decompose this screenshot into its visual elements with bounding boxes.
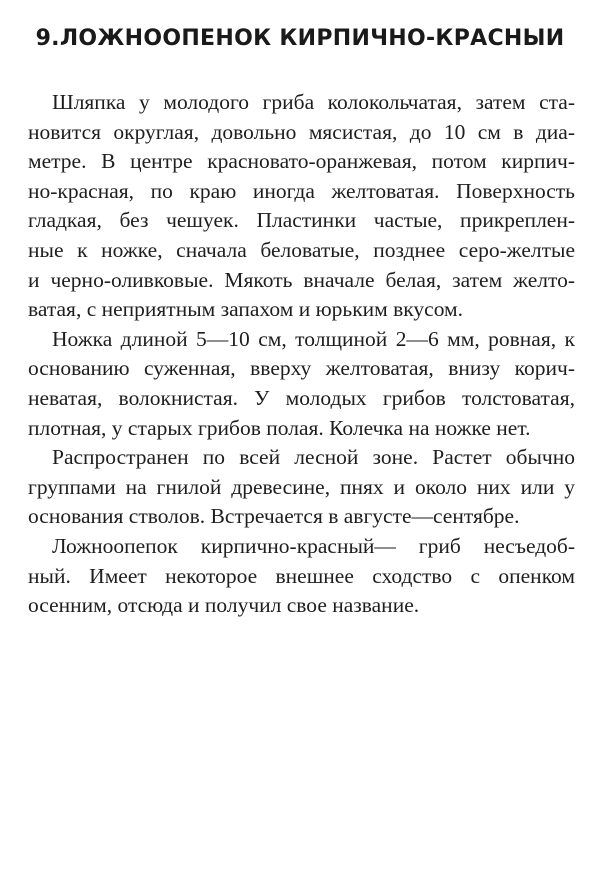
- text-line: Ложноопепок кирпично-красный— гриб несъедоб-: [52, 533, 575, 558]
- text-line: Распространен по всей лесной зоне. Растет обычно: [52, 445, 575, 470]
- text-line: Ножка длиной 5—10 см, толщиной 2—6 мм, ровная, к: [52, 326, 575, 351]
- text-line: Шляпка у молодого гриба колокольчатая, затем ста-: [52, 90, 575, 114]
- text-line: гладкая, без чешуек. Пластинки частые, прикреплен-: [28, 208, 575, 233]
- text-line: неватая, волокнистая. У молодых грибов толстоватая,: [28, 385, 575, 410]
- paragraph: [28, 443, 575, 532]
- text-line: основания стволов. Встречается в августе—сентябре.: [28, 504, 520, 529]
- paragraph: [28, 88, 575, 325]
- text-line: осенним, отсюда и получил свое название.: [28, 593, 420, 618]
- text-line: группами на гнилой древесине, пнях и около них или у: [28, 474, 575, 499]
- page-title: 9.ЛОЖНООПЕНОК КИРПИЧНО-КРАСНЫИ: [35, 26, 565, 51]
- text-line: метре. В центре красновато-оранжевая, потом кирпич-: [28, 149, 575, 174]
- text-line: новится округлая, довольно мясистая, до 10 см в диа-: [28, 119, 575, 144]
- paragraph: [28, 532, 575, 621]
- text-line: но-красная, по краю иногда желтоватая. Поверхность: [28, 178, 575, 203]
- paragraph: [28, 325, 575, 443]
- text-line: ватая, с неприятным запахом и юрьким вкусом.: [28, 297, 464, 322]
- text-line: основанию суженная, вверху желтоватая, внизу корич-: [28, 356, 575, 381]
- text-line: ный. Имеет некоторое внешнее сходство с опенком: [28, 563, 575, 588]
- text-line: плотная, у старых грибов полая. Колечка на ножке нет.: [28, 415, 531, 440]
- text-line: ные к ножке, сначала беловатые, позднее серо-желтые: [28, 237, 575, 262]
- text-line: и черно-оливковые. Мякоть вначале белая, затем желто-: [28, 267, 575, 292]
- article-body: [28, 88, 575, 621]
